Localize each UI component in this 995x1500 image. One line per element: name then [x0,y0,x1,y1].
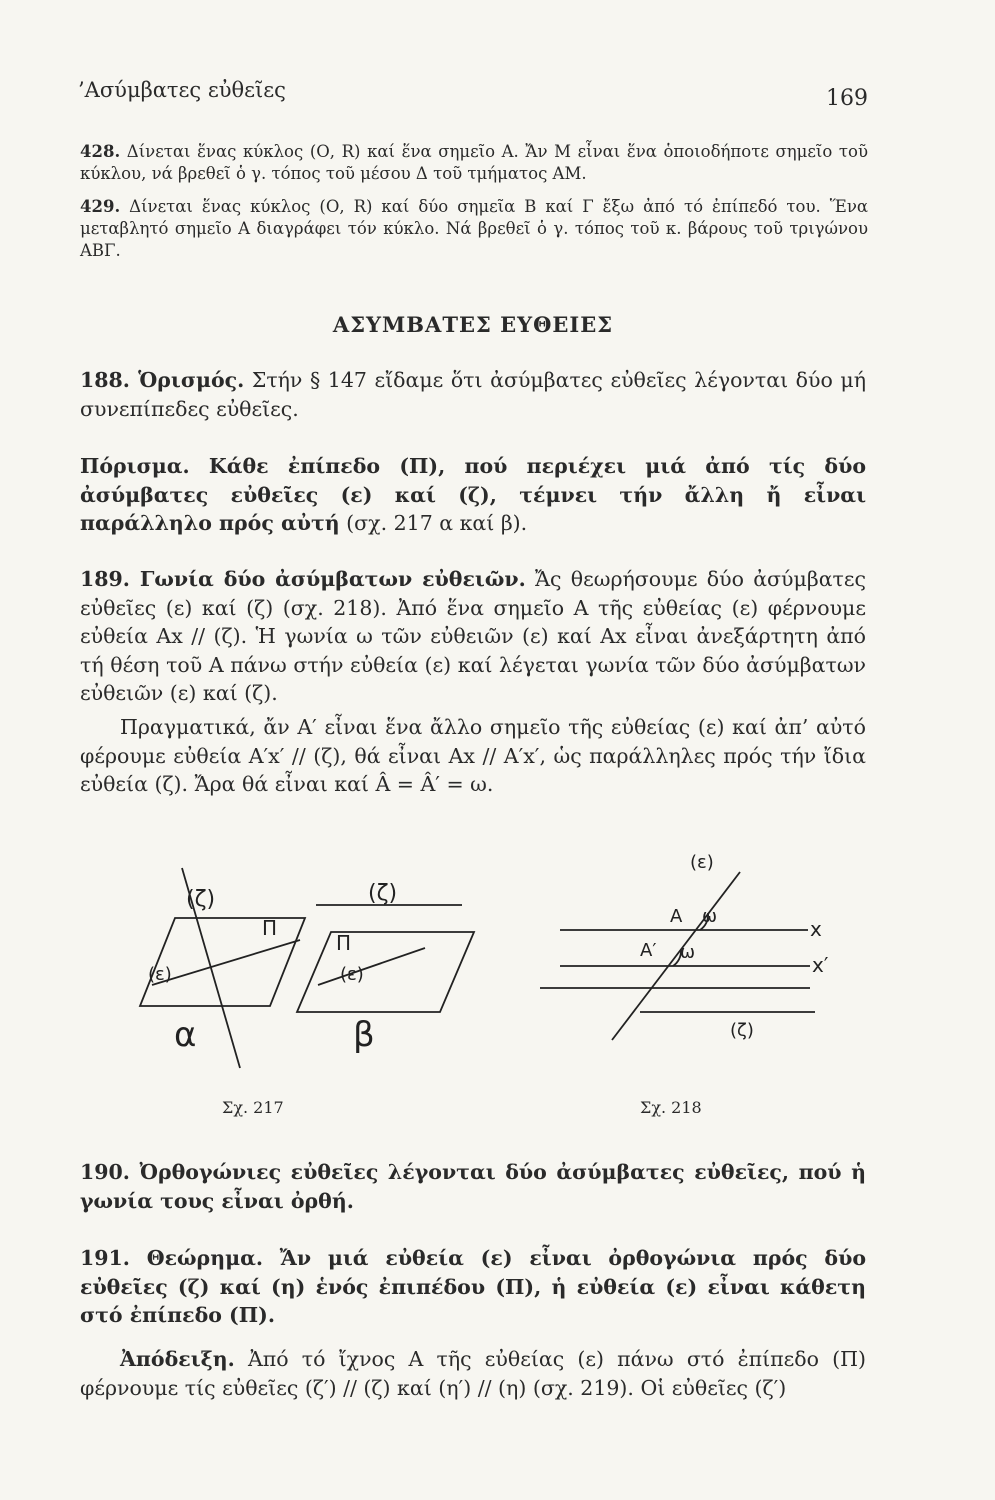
label-point-a: Α [670,906,683,927]
exercise-number: 429. [80,197,121,216]
label-pi-a: Π [262,916,278,940]
page-number: 169 [826,86,868,111]
label-ray-x: x [810,917,822,941]
paragraph-lead: 191. Θεώρημα. [80,1246,264,1270]
label-sub-b: β [353,1015,375,1055]
exercise-text: Δίνεται ἕνας κύκλος (Ο, R) καί ἕνα σημεῖο Α. Ἄν Μ εἶναι ἕνα ὁποιοδήποτε σημεῖο τοῦ κύκλου, νά βρεθεῖ ὁ γ. τόπος τοῦ μέσου Δ τοῦ τμήματος ΑΜ. [80,142,868,183]
line-epsilon [612,872,740,1040]
paragraph-text: Ἄν μιά εὐθεία (ε) εἶναι ὀρθογώνια πρός δύο εὐθεῖες (ζ) καί (η) ἑνός ἐπιπέδου (Π), ἡ εὐθεία (ε) εἶναι κάθετη στό ἐπίπεδο (Π). [80,1246,866,1328]
porisma-text: Πόρισμα. Κάθε ἐπίπεδο (Π), πού περιέχει μιά ἀπό τίς δύο ἀσύμβατες εὐθεῖες (ε) καί (ζ), τέμνει τήν ἄλλη ἤ εἶναι παράλληλο πρός αὐτή [80,454,866,536]
plane-pi-b [297,932,474,1012]
paragraph-191 [80,1244,866,1330]
paragraph-proof [80,1345,866,1402]
label-zeta-218: (ζ) [730,1020,754,1041]
label-omega-a: ω [702,906,718,927]
paragraph-text: Πραγματικά, ἄν Α′ εἶναι ἕνα ἄλλο σημεῖο τῆς εὐθείας (ε) καί ἀπ’ αὐτό φέρουμε εὐθεία Α′x′ // (ζ), θά εἶναι Αx // Α′x′, ὡς παράλληλες πρός τήν ἴδια εὐθεία (ζ). Ἄρα θά εἶναι καί Â = Â′ = ω. [80,715,866,797]
paragraph-text: Στήν § 147 εἴδαμε ὅτι ἀσύμβατες εὐθεῖες λέγονται δύο μή συνεπίπεδες εὐθεῖες. [80,368,866,421]
paragraph-lead: 189. Γωνία δύο ἀσύμβατων εὐθειῶν. [80,567,526,591]
label-sub-a: α [174,1015,197,1055]
label-omega-a2: ω [680,942,696,963]
running-title: ’Ασύμβατες εὐθεῖες [78,78,286,102]
exercise-number: 428. [80,142,121,161]
plane-pi-a [140,918,305,1006]
label-epsilon-b: (ε) [340,964,364,985]
caption-fig-218: Σχ. 218 [640,1098,702,1117]
porisma-ref: (σχ. 217 α καί β). [339,511,528,536]
section-heading: ΑΣΥΜΒΑΤΕΣ ΕΥΘΕΙΕΣ [332,312,614,337]
paragraph-lead: 188. Ὁρισμός. [80,368,245,392]
line-epsilon-a [152,940,300,985]
label-epsilon-218: (ε) [690,852,714,873]
label-point-a2: Α′ [640,940,657,961]
label-epsilon-a: (ε) [148,964,172,985]
label-zeta-a: (ζ) [186,887,216,912]
label-ray-x2: x′ [812,953,829,977]
label-pi-b: Π [336,931,352,955]
label-zeta-b: (ζ) [368,881,398,906]
figure-218 [540,872,815,1040]
paragraph-text: 190. Ὀρθογώνιες εὐθεῖες λέγονται δύο ἀσύμβατες εὐθεῖες, πού ἡ γωνία τους εἶναι ὀρθή. [80,1160,866,1213]
proof-text: Ἀπό τό ἴχνος Α τῆς εὐθείας (ε) πάνω στό ἐπίπεδο (Π) φέρνουμε τίς εὐθεῖες (ζ′) // (ζ) καί (η′) // (η) (σχ. 219). Οἱ εὐθεῖες (ζ′) [80,1347,866,1400]
line-epsilon-b [318,948,425,985]
exercise-text: Δίνεται ἕνας κύκλος (Ο, R) καί δύο σημεῖα Β καί Γ ἔξω ἀπό τό ἐπίπεδό του. Ἕνα μεταβλητό σημεῖο Α διαγράφει τόν κύκλο. Νά βρεθεῖ ὁ γ. τόπος τοῦ κ. βάρους τοῦ τριγώνου ΑΒΓ. [80,197,868,260]
figure-217b [297,905,474,1012]
caption-fig-217: Σχ. 217 [222,1098,284,1117]
paragraph-190 [80,1158,866,1215]
paragraph-text: Ἄς θεωρήσουμε δύο ἀσύμβατες εὐθεῖες (ε) καί (ζ) (σχ. 218). Ἀπό ἕνα σημεῖο Α τῆς εὐθείας (ε) φέρνουμε εὐθεία Αx // (ζ). Ἡ γωνία ω τῶν εὐθειῶν (ε) καί Αx εἶναι ἀνεξάρτητη ἀπό τή θέση τοῦ Α πάνω στήν εὐθεία (ε) καί λέγεται γωνία τῶν δύο ἀσύμβατων εὐθειῶν (ε) καί (ζ). [80,567,866,706]
proof-lead: Ἀπόδειξη. [120,1347,235,1371]
